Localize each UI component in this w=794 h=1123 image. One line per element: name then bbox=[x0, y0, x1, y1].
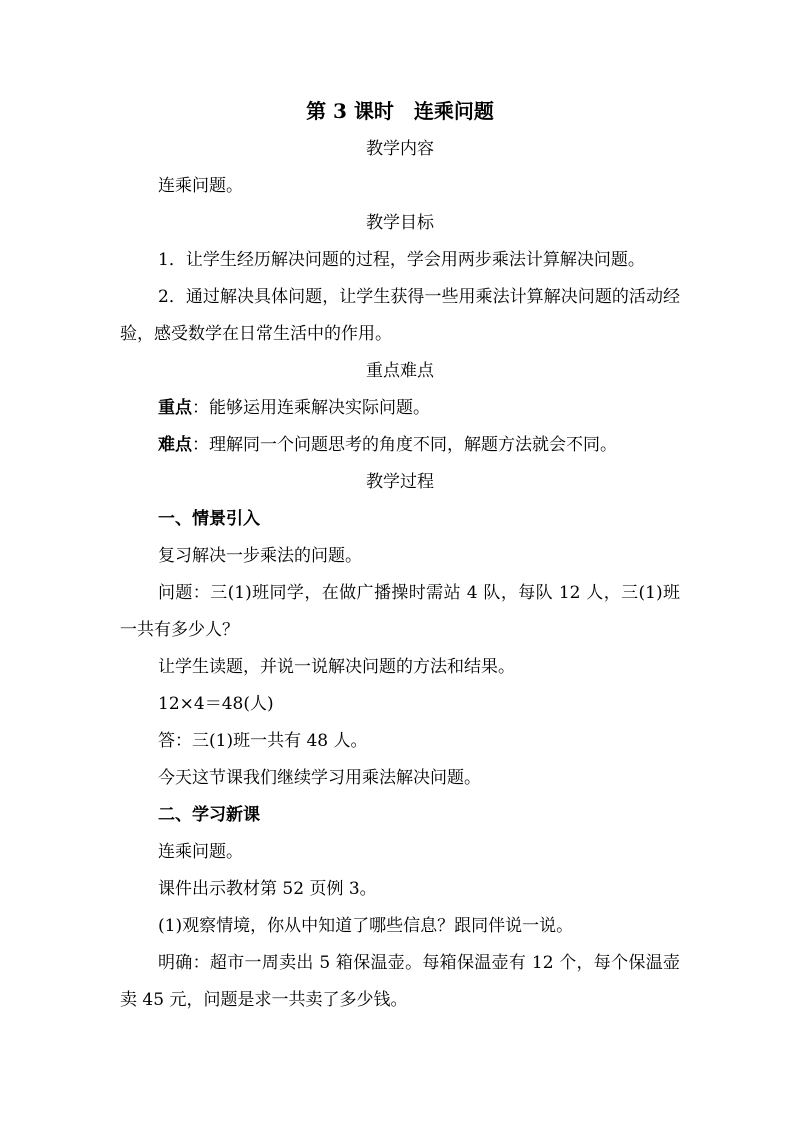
goal-1: 1．让学生经历解决问题的过程，学会用两步乘法计算解决问题。 bbox=[158, 250, 645, 270]
goal-2: 2．通过解决具体问题，让学生获得一些用乘法计算解决问题的活动经验，感受数学在日常生活中的作用。 bbox=[120, 287, 680, 344]
section-heading-goals: 教学目标 bbox=[366, 213, 434, 233]
document-body bbox=[120, 95, 680, 1019]
content-text: 连乘问题。 bbox=[158, 176, 243, 196]
paragraph-10: 明确：超市一周卖出 5 箱保温壶。每箱保温壶有 12 个，每个保温壶卖 45 元，问题是求一共卖了多少钱。 bbox=[120, 953, 680, 1010]
lesson-title: 第 3 课时 连乘问题 bbox=[306, 99, 494, 123]
section-heading-process: 教学过程 bbox=[366, 472, 434, 492]
paragraph-7: 连乘问题。 bbox=[158, 842, 243, 862]
paragraph-4-equation: 12×4＝48(人) bbox=[158, 694, 274, 714]
paragraph-9: (1)观察情境，你从中知道了哪些信息？跟同伴说一说。 bbox=[158, 916, 574, 936]
part-1-heading: 一、情景引入 bbox=[158, 509, 260, 529]
section-heading-content: 教学内容 bbox=[366, 139, 434, 159]
part-2-heading: 二、学习新课 bbox=[158, 805, 260, 825]
paragraph-3: 让学生读题，并说一说解决问题的方法和结果。 bbox=[158, 657, 515, 677]
section-heading-key-points: 重点难点 bbox=[366, 361, 434, 381]
paragraph-8: 课件出示教材第 52 页例 3。 bbox=[158, 879, 377, 899]
paragraph-2: 问题：三(1)班同学，在做广播操时需站 4 队，每队 12 人，三(1)班一共有多少人？ bbox=[120, 583, 680, 640]
key-point-text: ：能够运用连乘解决实际问题。 bbox=[192, 398, 430, 418]
difficulty-label: 难点 bbox=[158, 435, 192, 455]
key-point bbox=[120, 390, 680, 427]
key-point-label: 重点 bbox=[158, 398, 192, 418]
paragraph-1: 复习解决一步乘法的问题。 bbox=[158, 546, 362, 566]
paragraph-5: 答：三(1)班一共有 48 人。 bbox=[158, 731, 368, 751]
difficulty-text: ：理解同一个问题思考的角度不同，解题方法就会不同。 bbox=[192, 435, 617, 455]
paragraph-6: 今天这节课我们继续学习用乘法解决问题。 bbox=[158, 768, 481, 788]
difficulty-point bbox=[120, 427, 680, 464]
